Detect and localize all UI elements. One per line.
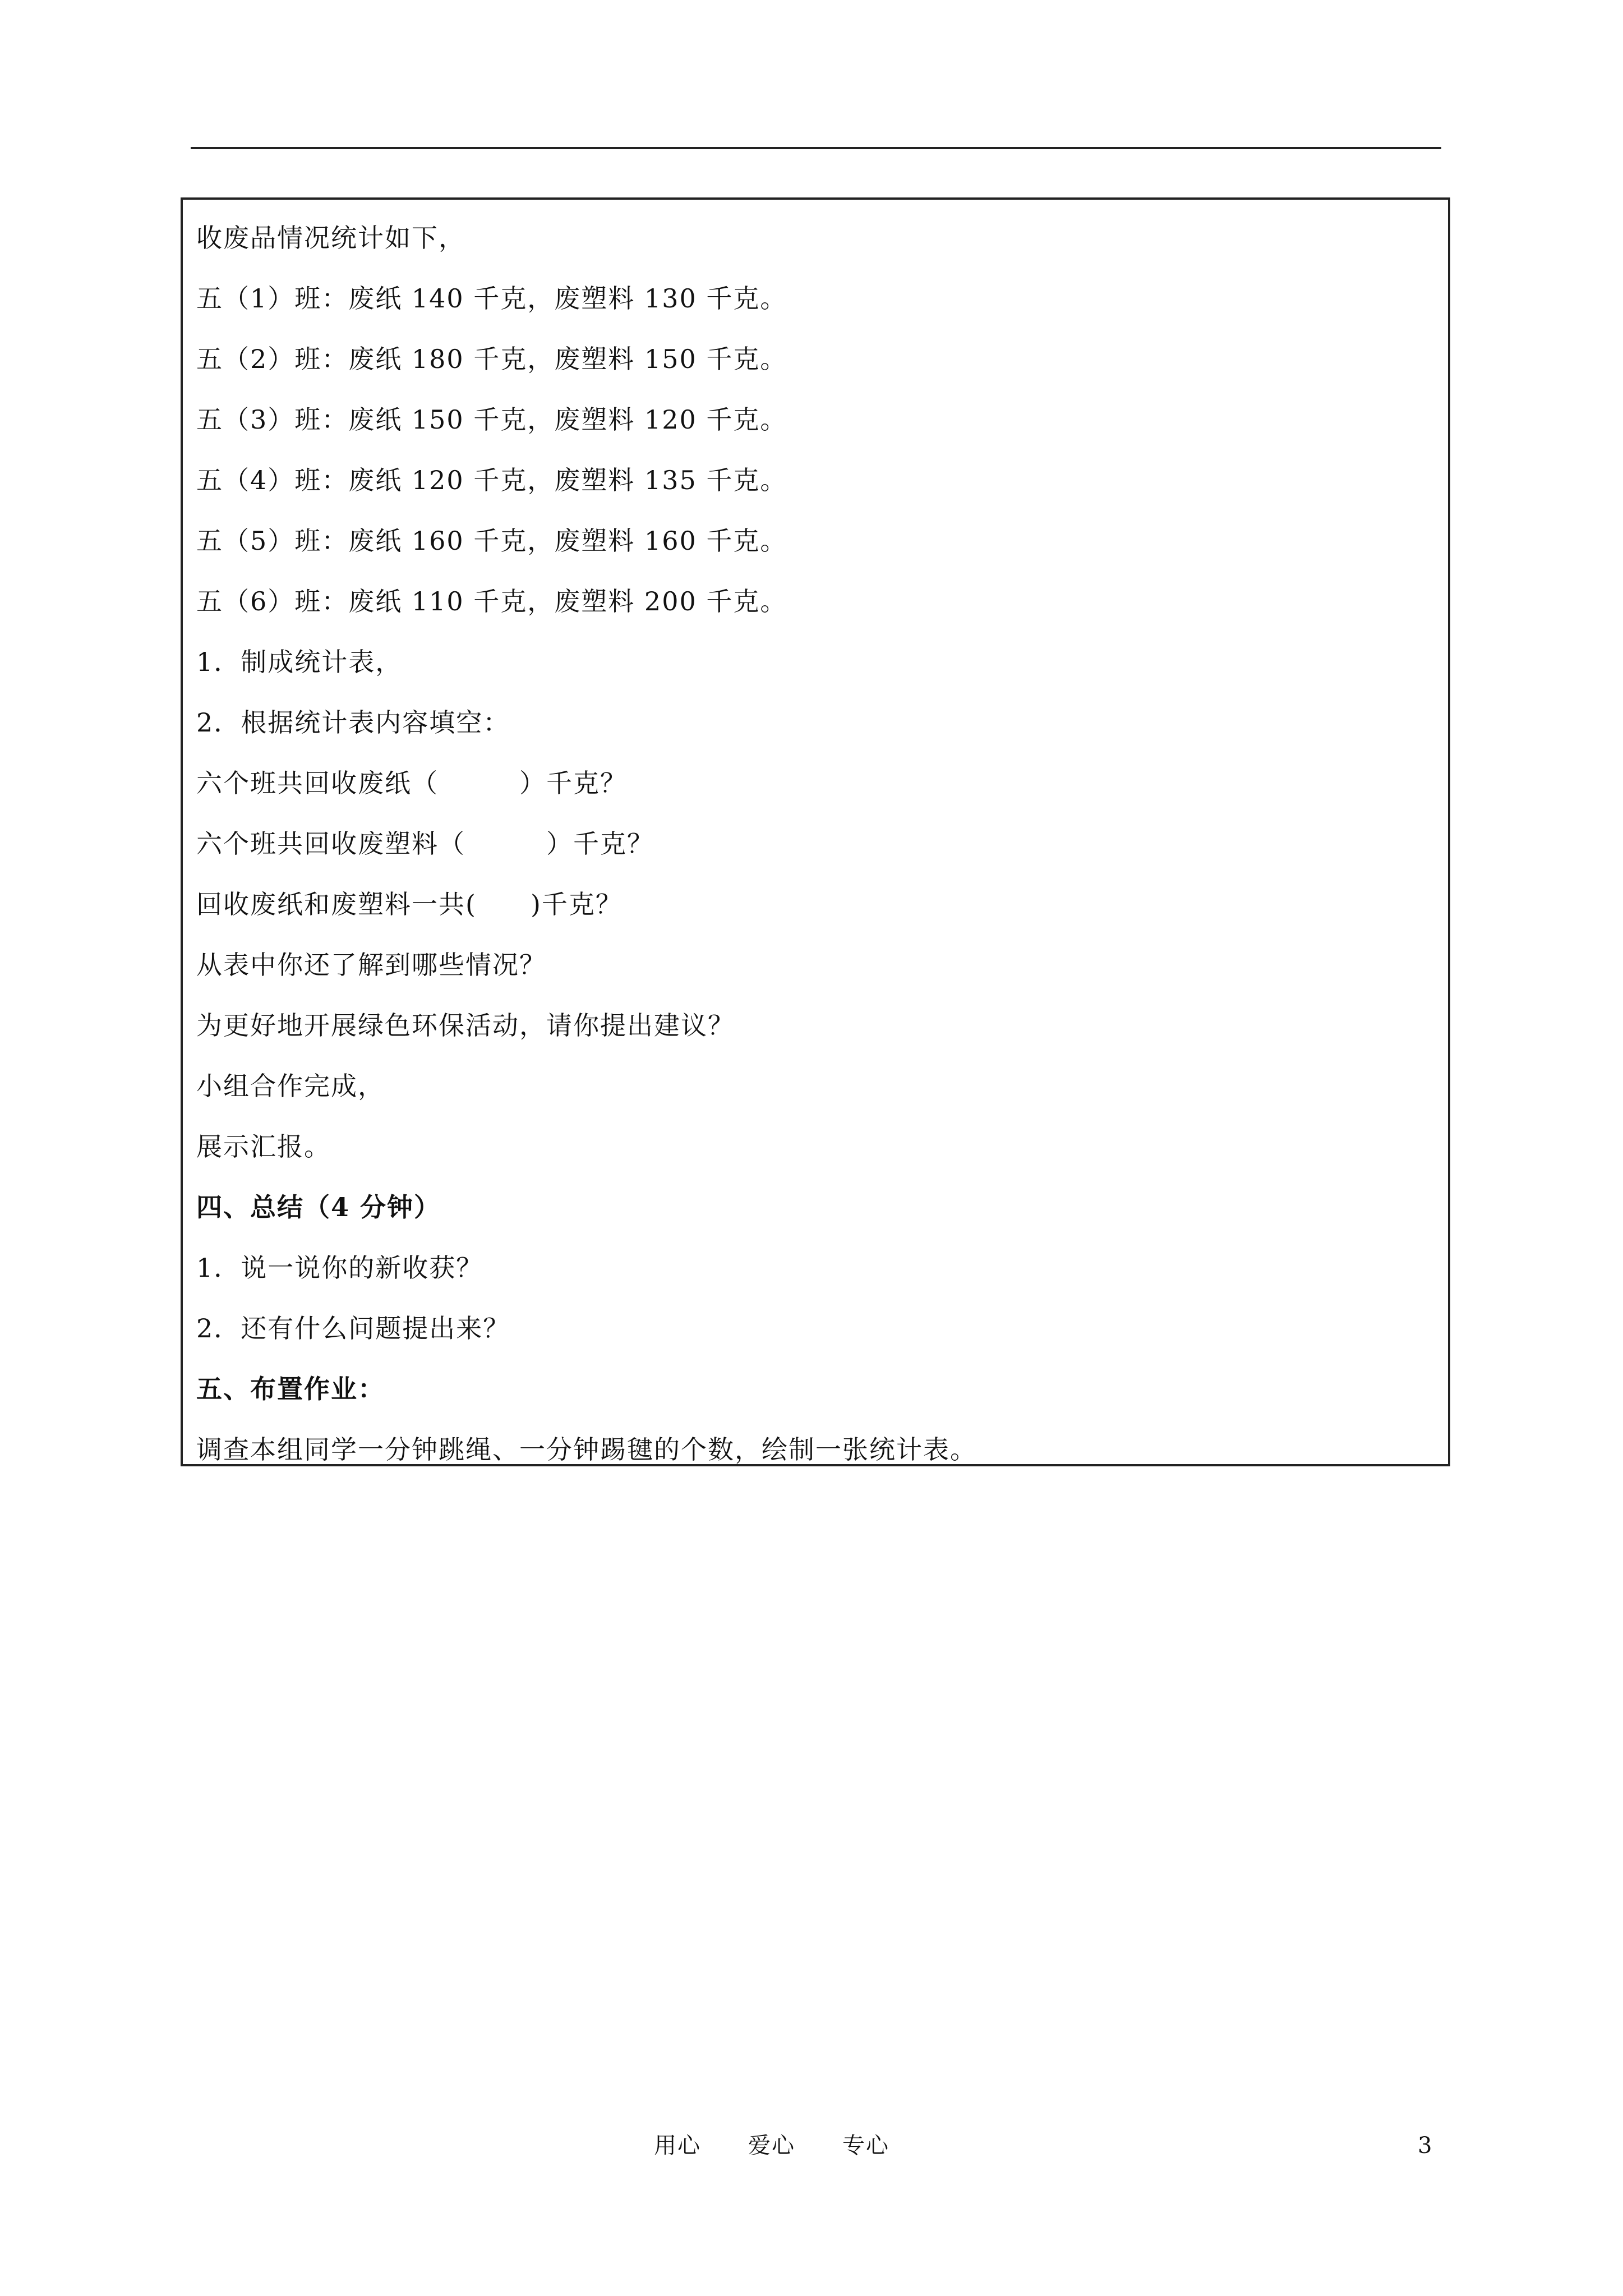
text-line: 六个班共回收废纸（ ）千克？ xyxy=(196,768,627,798)
text-line: 展示汇报。 xyxy=(196,1131,331,1162)
text-line: 调查本组同学一分钟跳绳、一分钟踢毽的个数，绘制一张统计表。 xyxy=(196,1434,977,1465)
text-line: 1．说一说你的新收获？ xyxy=(196,1253,483,1283)
text-line: 回收废纸和废塑料一共( )千克？ xyxy=(196,889,623,919)
text-line: 五（5）班：废纸 160 千克，废塑料 160 千克。 xyxy=(196,526,787,556)
text-line: 从表中你还了解到哪些情况？ xyxy=(196,950,546,980)
text-line: 2．根据统计表内容填空： xyxy=(196,707,510,738)
footer-motto: 用心 爱心 专心 xyxy=(654,2133,889,2159)
text-line: 小组合作完成， xyxy=(196,1071,385,1101)
section-heading: 四、总结（4 分钟） xyxy=(196,1192,441,1222)
text-line: 六个班共回收废塑料（ ）千克？ xyxy=(196,829,654,859)
text-line: 2．还有什么问题提出来？ xyxy=(196,1313,510,1343)
text-line: 五（6）班：废纸 110 千克，废塑料 200 千克。 xyxy=(196,586,787,616)
section-heading: 五、布置作业： xyxy=(196,1374,385,1404)
text-line: 五（1）班：废纸 140 千克，废塑料 130 千克。 xyxy=(196,283,787,314)
text-line: 五（4）班：废纸 120 千克，废塑料 135 千克。 xyxy=(196,465,787,495)
lesson-text-block xyxy=(196,211,1430,1483)
header-rule xyxy=(191,147,1441,149)
text-line: 收废品情况统计如下， xyxy=(196,223,465,253)
text-line: 五（2）班：废纸 180 千克，废塑料 150 千克。 xyxy=(196,344,787,374)
page-number: 3 xyxy=(1418,2133,1432,2159)
text-line: 五（3）班：废纸 150 千克，废塑料 120 千克。 xyxy=(196,404,787,435)
text-line: 为更好地开展绿色环保活动，请你提出建议？ xyxy=(196,1010,735,1041)
text-line: 1．制成统计表， xyxy=(196,647,403,677)
